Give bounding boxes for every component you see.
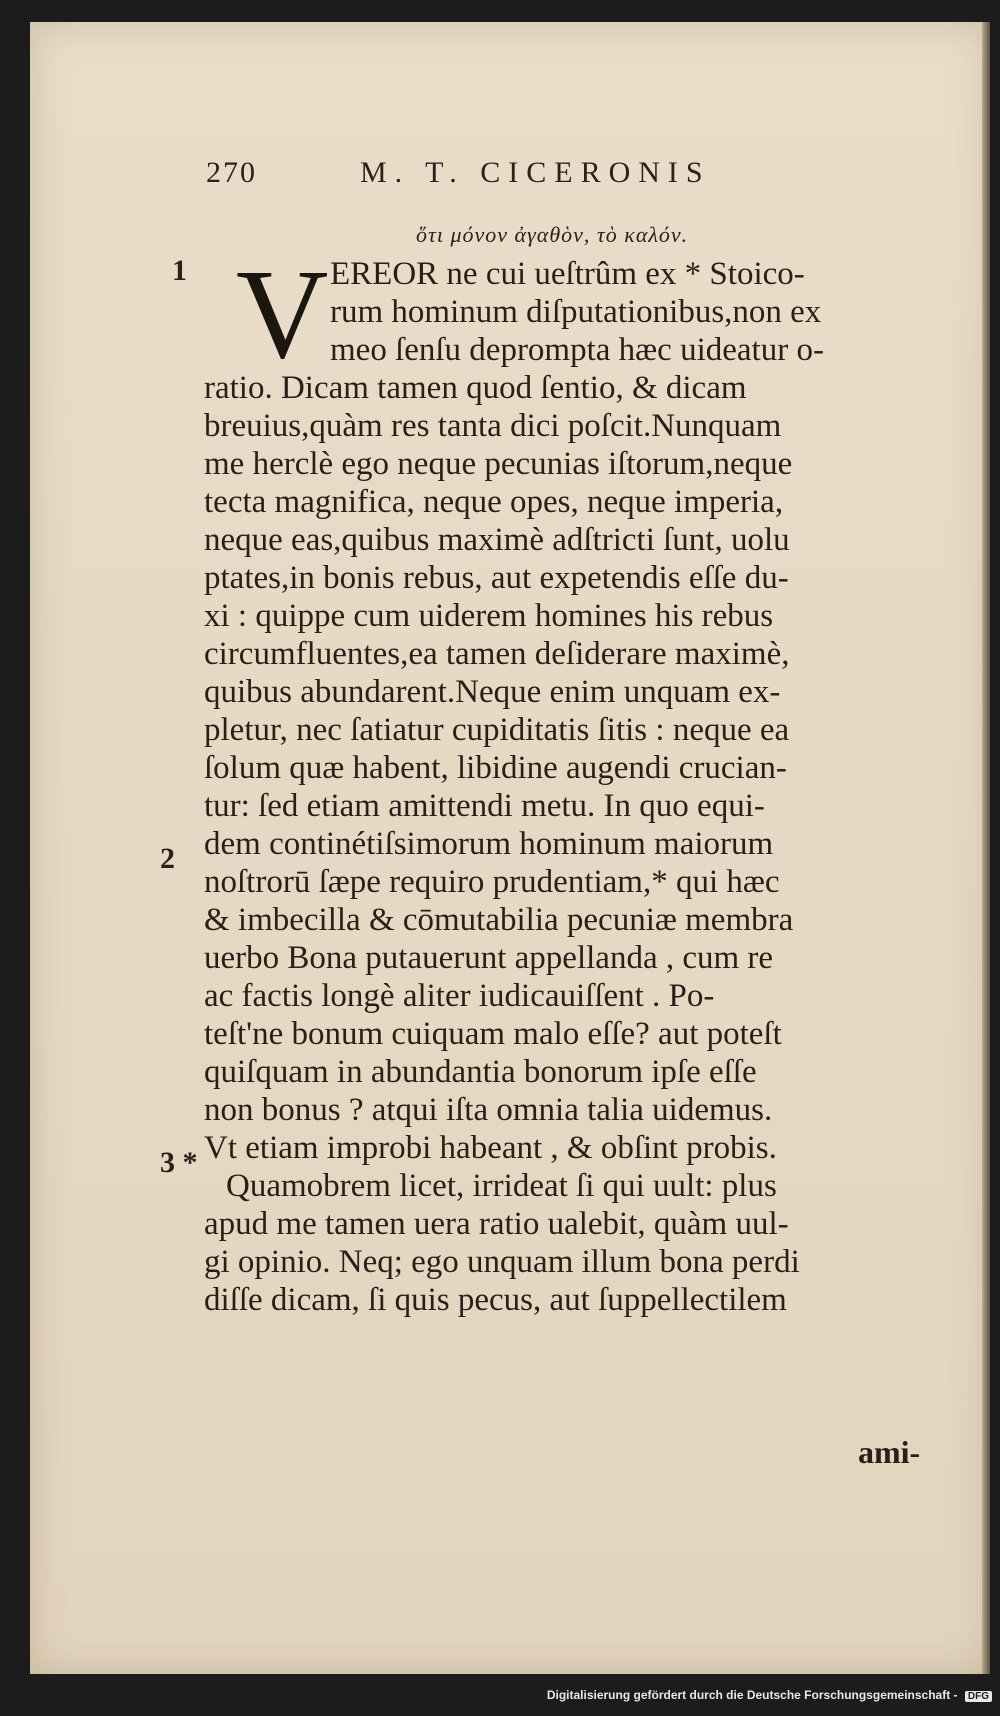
page-number: 270	[206, 156, 257, 189]
text-line: & imbecilla & cōmutabilia pecuniæ membra	[204, 902, 794, 938]
text-line: tur: ſed etiam amittendi metu. In quo equi-	[204, 788, 765, 824]
text-line: quibus abundarent.Neque enim unquam ex-	[204, 674, 781, 710]
text-line: ptates,in bonis rebus, aut expetendis eſſe du-	[204, 560, 789, 596]
text-line: apud me tamen uera ratio ualebit, quàm uul-	[204, 1206, 789, 1242]
digitization-credit	[0, 1688, 1000, 1702]
running-title: M. T. CICERONIS	[360, 156, 711, 189]
text-line: tecta magnifica, neque opes, neque imperia,	[204, 484, 784, 520]
text-line: meo ſenſu deprompta hæc uideatur o-	[330, 332, 824, 368]
text-line: ac factis longè aliter iudicauiſſent . Po-	[204, 978, 715, 1014]
page-spine-edge	[982, 22, 990, 1674]
credit-text: Digitalisierung gefördert durch die Deutsche Forschungsgemeinschaft -	[546, 1688, 958, 1702]
greek-paradox-title: ὅτι μόνον ἀγαθὸν, τὸ καλόν.	[416, 222, 689, 247]
text-line: gi opinio. Neq; ego unquam illum bona perdi	[204, 1244, 800, 1280]
section-marker-2: 2	[160, 842, 175, 875]
drop-initial: V	[236, 243, 329, 385]
section-marker-3: 3 *	[160, 1146, 198, 1179]
text-line: uerbo Bona putauerunt appellanda , cum re	[204, 940, 774, 976]
text-line: breuius,quàm res tanta dici poſcit.Nunquam	[204, 408, 782, 444]
text-line: noſtrorū ſæpe requiro prudentiam,* qui hæc	[204, 864, 780, 900]
text-line: Vt etiam improbi habeant , & obſint probis.	[204, 1130, 777, 1166]
text-line: ſolum quæ habent, libidine augendi crucian-	[204, 750, 787, 786]
text-line: ratio. Dicam tamen quod ſentio, & dicam	[204, 370, 747, 406]
running-header	[206, 156, 806, 204]
text-line: xi : quippe cum uiderem homines his rebus	[204, 598, 774, 634]
text-line: neque eas,quibus maximè adſtricti ſunt, uolu	[204, 522, 790, 558]
text-line: diſſe dicam, ſi quis pecus, aut ſuppellectilem	[204, 1282, 787, 1318]
text-line: rum hominum diſputationibus,non ex	[330, 294, 822, 330]
text-line: pletur, nec ſatiatur cupiditatis ſitis : neque ea	[204, 712, 790, 748]
book-page	[30, 22, 990, 1674]
text-line: teſt'ne bonum cuiquam malo eſſe? aut poteſt	[204, 1016, 782, 1052]
text-line: dem continétiſsimorum hominum maiorum	[204, 826, 774, 862]
text-line: quiſquam in abundantia bonorum ipſe eſſe	[204, 1054, 757, 1090]
section-marker-1: 1	[172, 254, 187, 287]
text-line: non bonus ? atqui iſta omnia talia uidemus.	[204, 1092, 773, 1128]
text-line: EREOR ne cui ueſtrûm ex * Stoico-	[330, 256, 805, 292]
text-line: Quamobrem licet, irrideat ſi qui uult: plus	[226, 1168, 777, 1204]
text-line: circumfluentes,ea tamen deſiderare maximè,	[204, 636, 790, 672]
dfg-logo: DFG	[965, 1691, 992, 1702]
text-line: me herclè ego neque pecunias iſtorum,neque	[204, 446, 793, 482]
catchword: ami-	[858, 1434, 921, 1470]
